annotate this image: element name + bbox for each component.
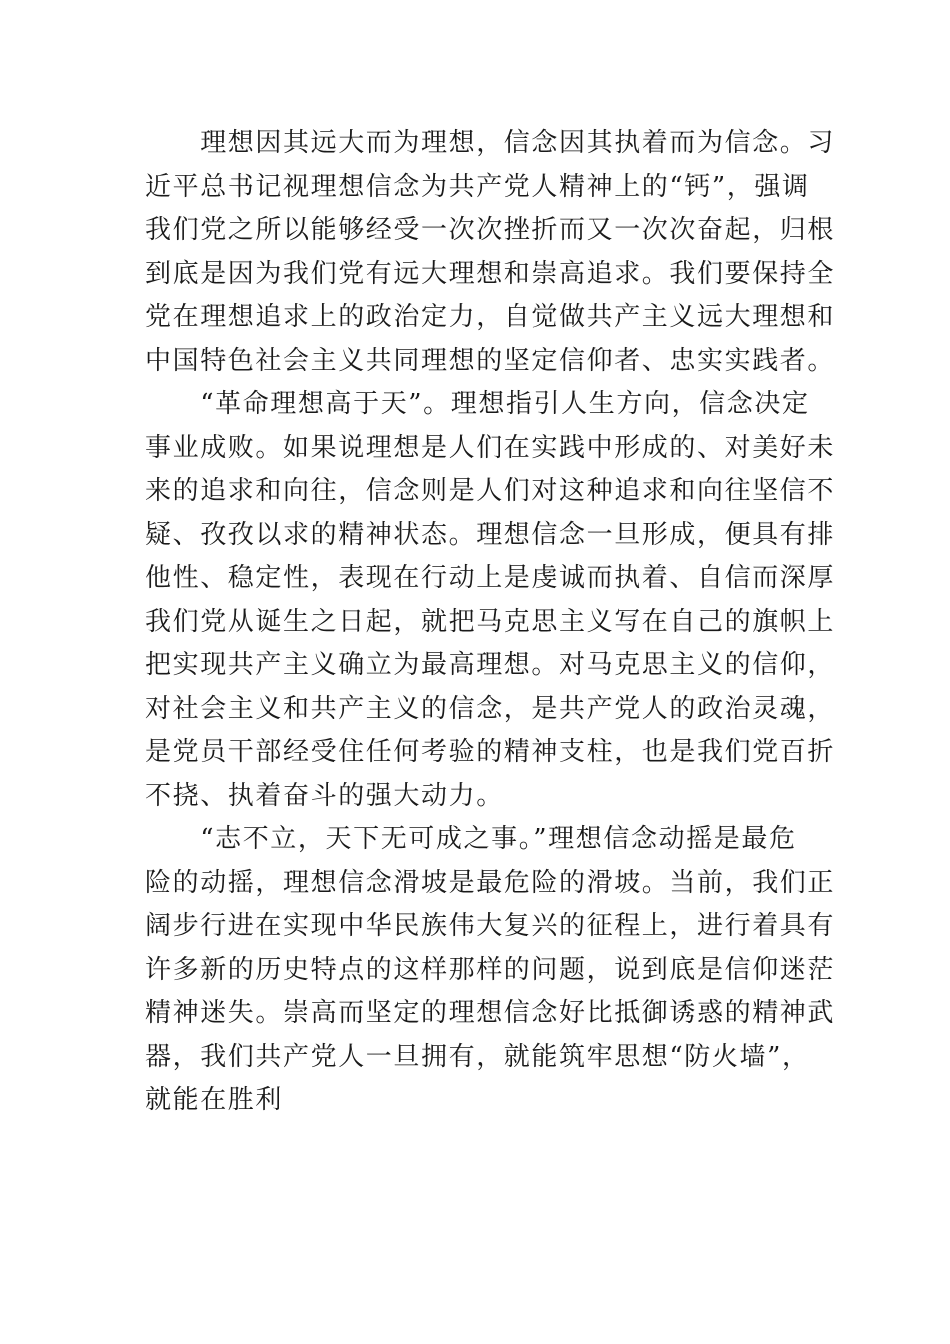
text-line: 精神迷失。崇高而坚定的理想信念好比抵御诱惑的精神武 <box>145 998 836 1028</box>
text-line: 党在理想追求上的政治定力，自觉做共产主义远大理想和 <box>145 302 836 332</box>
text-line: 我们党之所以能够经受一次次挫折而又一次次奋起，归根 <box>145 215 836 245</box>
text-line: 险的动摇，理想信念滑坡是最危险的滑坡。当前，我们正 <box>145 867 836 898</box>
text-line: “革命理想高于天”。理想指引人生方向，信念决定 <box>145 389 810 419</box>
text-line: 我们党从诞生之日起，就把马克思主义写在自己的旗帜上 <box>145 606 836 637</box>
text-line: 许多新的历史特点的这样那样的问题，说到底是信仰迷茫 <box>145 954 836 985</box>
text-line: 器，我们共产党人一旦拥有，就能筑牢思想“防火墙”， <box>145 1041 810 1072</box>
text-line: 对社会主义和共产主义的信念，是共产党人的政治灵魂， <box>145 693 836 724</box>
text-line: 理想因其远大而为理想，信念因其执着而为信念。习 <box>145 128 836 158</box>
text-line: 他性、稳定性，表现在行动上是虔诚而执着、自信而深厚 <box>145 563 836 593</box>
text-line: 近平总书记视理想信念为共产党人精神上的“钙”，强调 <box>145 171 810 202</box>
text-line: 中国特色社会主义共同理想的坚定信仰者、忠实实践者。 <box>145 345 836 376</box>
text-line: 就能在胜利 <box>145 1085 284 1115</box>
text-line: 来的追求和向往，信念则是人们对这种追求和向往坚信不 <box>145 476 836 506</box>
text-line: 不挠、执着奋斗的强大动力。 <box>145 780 504 811</box>
body-text <box>145 122 836 1123</box>
text-line: 到底是因为我们党有远大理想和崇高追求。我们要保持全 <box>145 258 836 289</box>
text-line: 事业成败。如果说理想是人们在实践中形成的、对美好未 <box>145 432 836 463</box>
text-line: 是党员干部经受住任何考验的精神支柱，也是我们党百折 <box>145 737 836 767</box>
text-line: 疑、孜孜以求的精神状态。理想信念一旦形成，便具有排 <box>145 519 836 550</box>
text-line: “志不立，天下无可成之事。”理想信念动摇是最危 <box>145 824 797 854</box>
text-line: 阔步行进在实现中华民族伟大复兴的征程上，进行着具有 <box>145 911 836 941</box>
text-line: 把实现共产主义确立为最高理想。对马克思主义的信仰， <box>145 650 836 680</box>
